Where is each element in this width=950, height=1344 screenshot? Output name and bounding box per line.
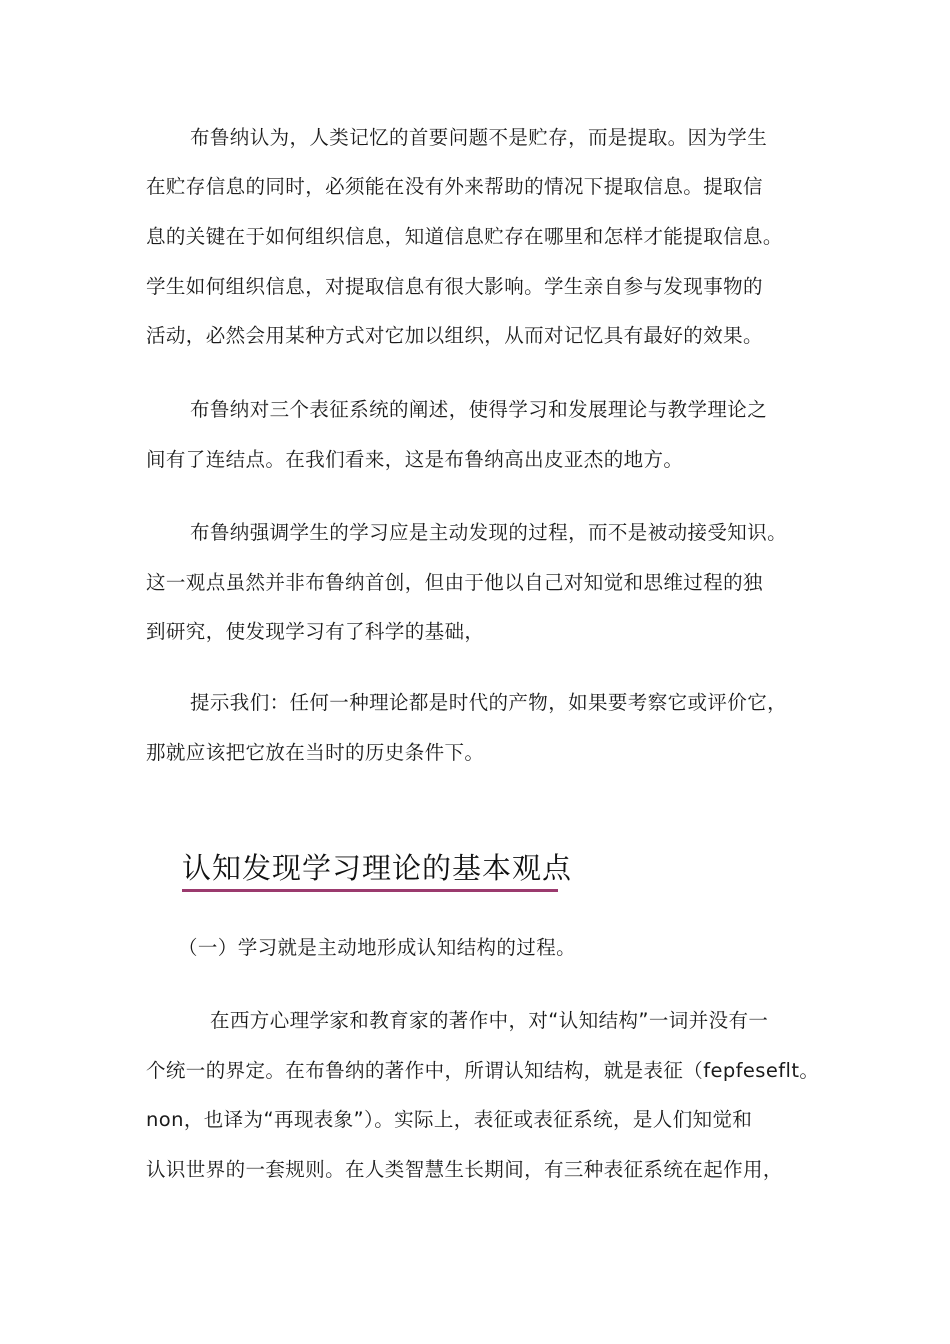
paragraph-5-line-4: 认识世界的一套规则。在人类智慧生长期间，有三种表征系统在起作用， — [146, 1158, 783, 1181]
paragraph-1-line-5: 活动，必然会用某种方式对它加以组织，从而对记忆具有最好的效果。 — [146, 324, 763, 347]
section-heading: 认知发现学习理论的基本观点 — [182, 851, 573, 885]
paragraph-1-line-2: 在贮存信息的同时，必须能在没有外来帮助的情况下提取信息。提取信 — [146, 175, 763, 198]
paragraph-1-line-4: 学生如何组织信息，对提取信息有很大影响。学生亲自参与发现事物的 — [146, 275, 763, 298]
subheading: （一）学习就是主动地形成认知结构的过程。 — [178, 936, 577, 959]
paragraph-1-line-3: 息的关键在于如何组织信息，知道信息贮存在哪里和怎样才能提取信息。 — [146, 225, 783, 248]
paragraph-4-line-1: 提示我们：任何一种理论都是时代的产物，如果要考察它或评价它， — [190, 691, 788, 714]
paragraph-2-line-2: 间有了连结点。在我们看来，这是布鲁纳高出皮亚杰的地方。 — [146, 448, 684, 471]
paragraph-2-line-1: 布鲁纳对三个表征系统的阐述，使得学习和发展理论与教学理论之 — [190, 398, 768, 421]
paragraph-3-line-3: 到研究，使发现学习有了科学的基础， — [146, 620, 485, 643]
paragraph-4-line-2: 那就应该把它放在当时的历史条件下。 — [146, 741, 485, 764]
paragraph-3-line-2: 这一观点虽然并非布鲁纳首创，但由于他以自己对知觉和思维过程的独 — [146, 571, 763, 594]
paragraph-5-line-2: 个统一的界定。在布鲁纳的著作中，所谓认知结构，就是表征（fepfeseflt。 — [146, 1059, 820, 1082]
paragraph-5-line-1: 在西方心理学家和教育家的著作中，对“认知结构”一词并没有一 — [210, 1009, 769, 1032]
paragraph-1-line-1: 布鲁纳认为，人类记忆的首要问题不是贮存，而是提取。因为学生 — [190, 126, 768, 149]
paragraph-3-line-1: 布鲁纳强调学生的学习应是主动发现的过程，而不是被动接受知识。 — [190, 521, 788, 544]
heading-underline — [182, 889, 558, 892]
paragraph-5-line-3: non，也译为“再现表象”）。实际上，表征或表征系统，是人们知觉和 — [146, 1108, 753, 1131]
